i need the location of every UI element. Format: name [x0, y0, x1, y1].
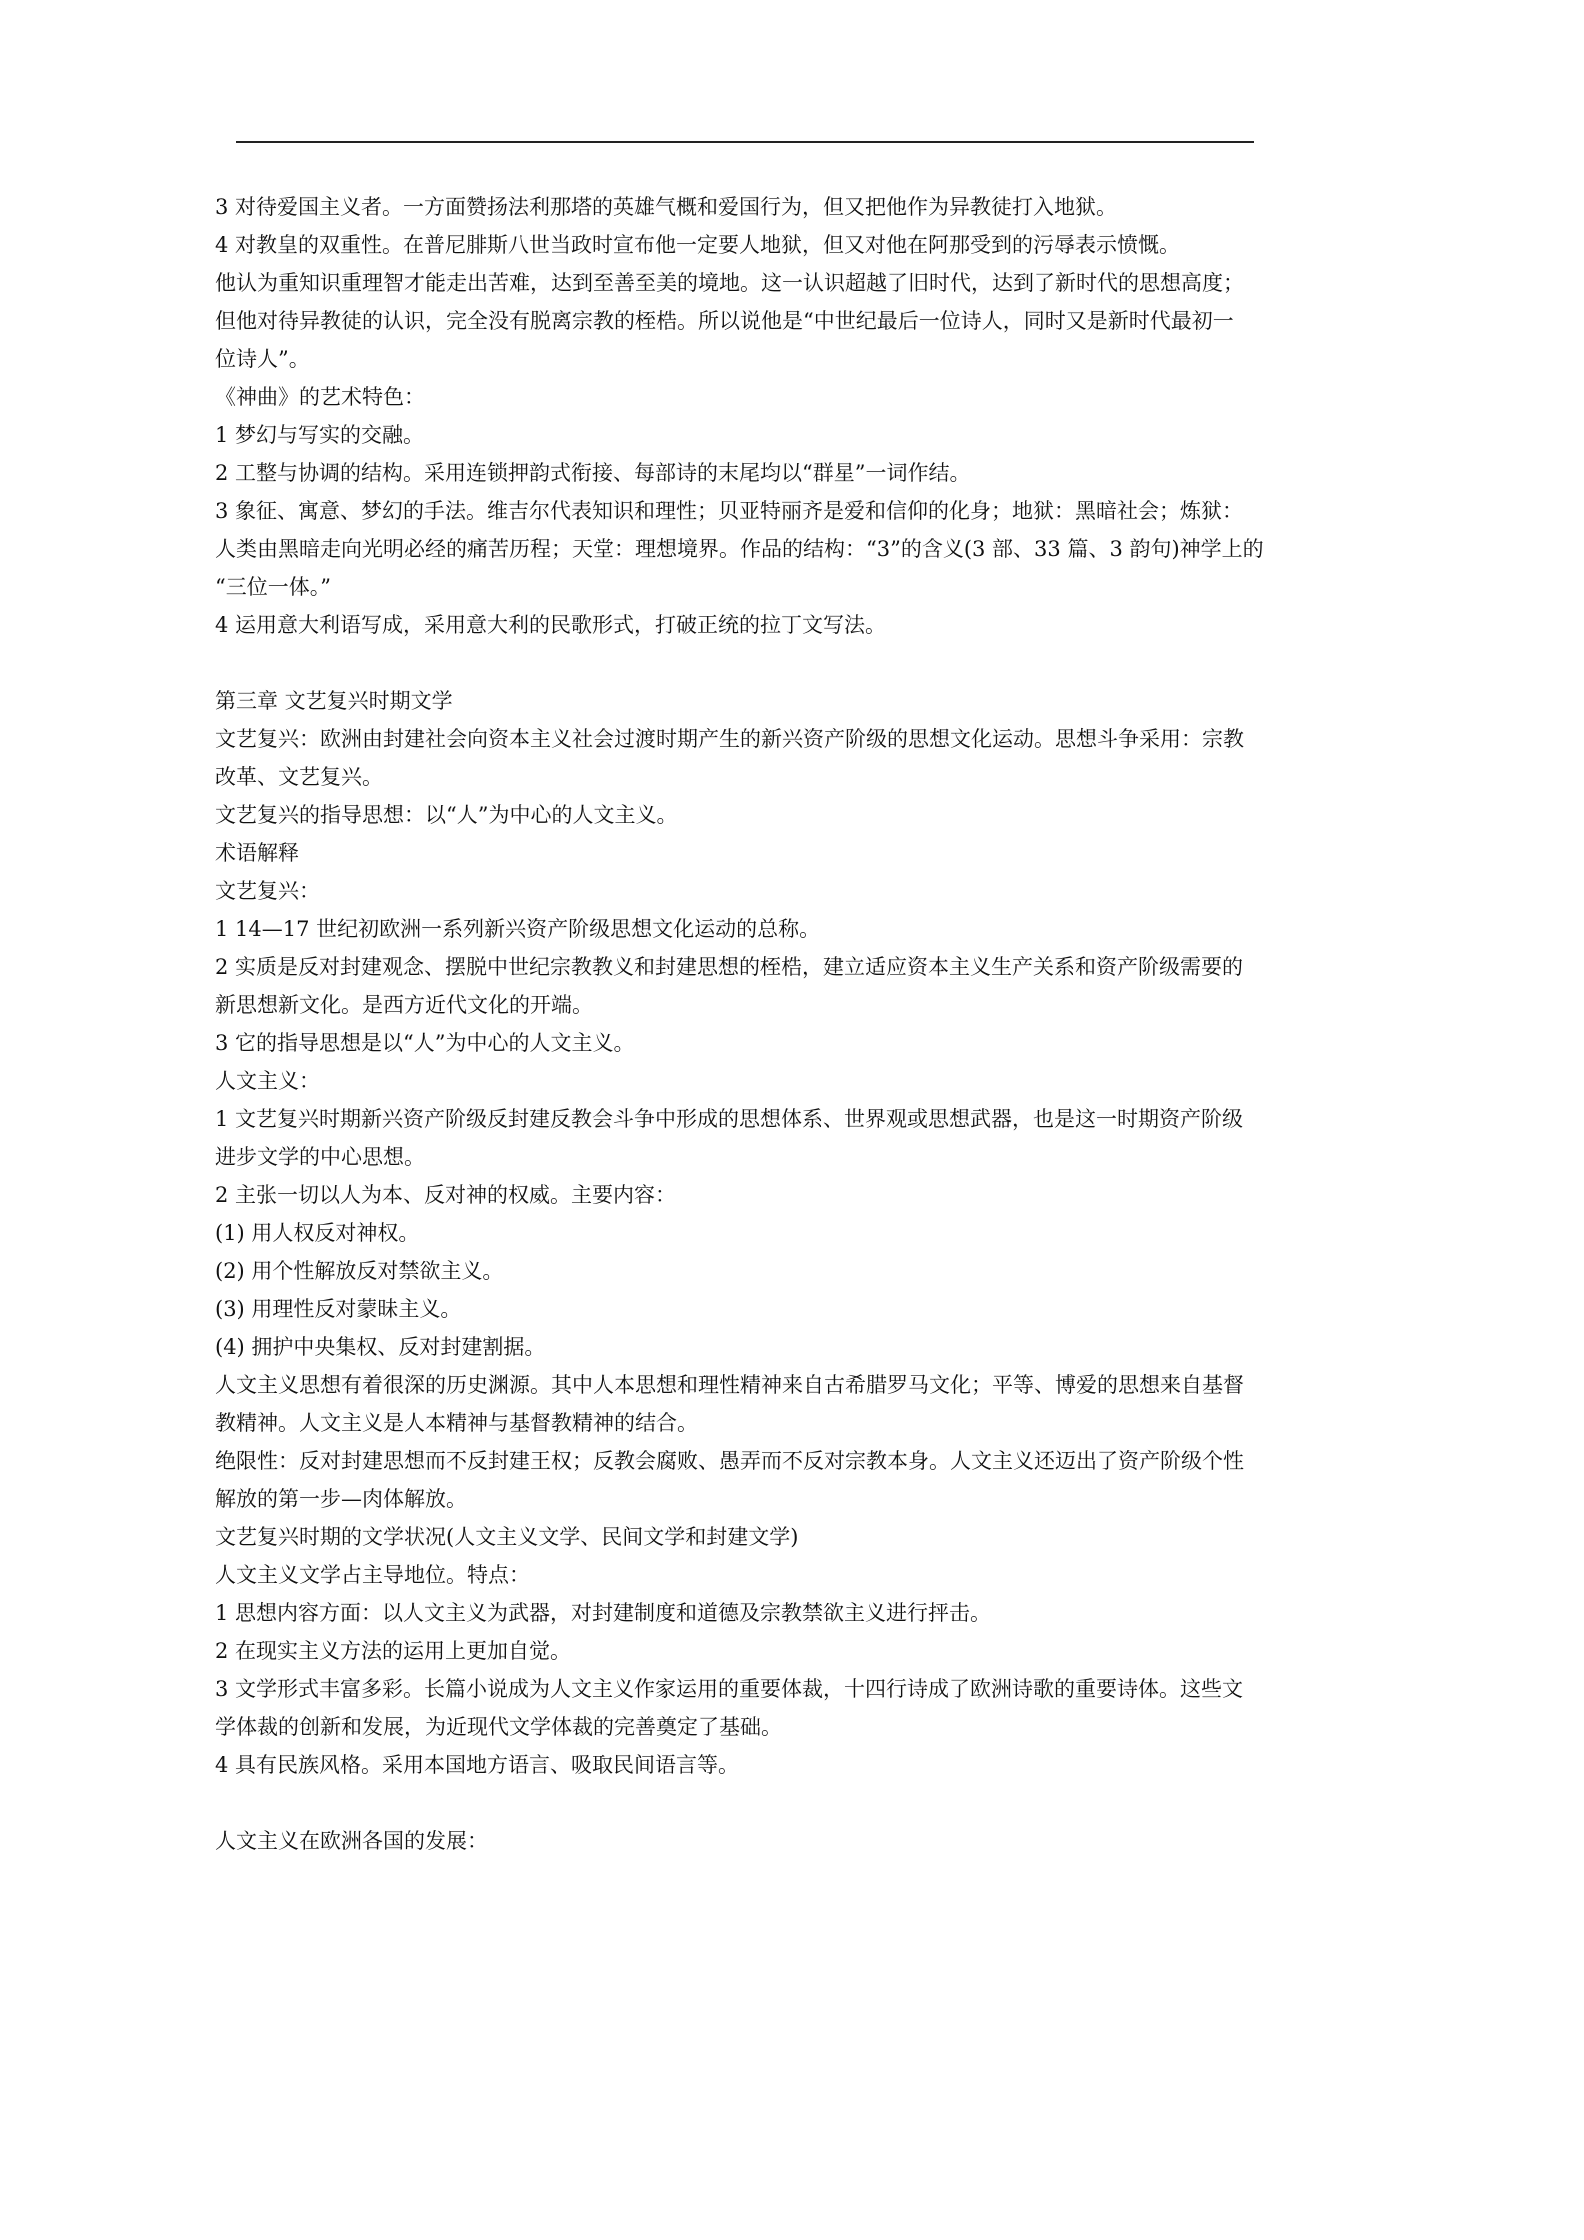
text-line: 4 具有民族风格。采用本国地方语言、吸取民间语言等。 — [215, 1753, 740, 1777]
section-heading: 术语解释 — [215, 841, 299, 865]
text-line: 绝限性：反对封建思想而不反封建王权；反教会腐败、愚弄而不反对宗教本身。人文主义还迈出了资产阶级个性 — [215, 1449, 1244, 1473]
text-line: 文艺复兴时期的文学状况(人文主义文学、民间文学和封建文学) — [215, 1525, 799, 1549]
paragraph-gap — [215, 644, 1405, 682]
text-line: 3 它的指导思想是以“人”为中心的人文主义。 — [215, 1031, 635, 1055]
text-line: 4 运用意大利语写成，采用意大利的民歌形式，打破正统的拉丁文写法。 — [215, 613, 887, 637]
text-line: (1) 用人权反对神权。 — [215, 1221, 420, 1245]
text-line: 1 14—17 世纪初欧洲一系列新兴资产阶级思想文化运动的总称。 — [215, 917, 821, 941]
text-line: 文艺复兴： — [215, 879, 320, 903]
text-line: 1 思想内容方面：以人文主义为武器，对封建制度和道德及宗教禁欲主义进行抨击。 — [215, 1601, 992, 1625]
text-line: (2) 用个性解放反对禁欲主义。 — [215, 1259, 504, 1283]
text-line: 文艺复兴的指导思想：以“人”为中心的人文主义。 — [215, 803, 678, 827]
text-line: 4 对教皇的双重性。在普尼腓斯八世当政时宣布他一定要人地狱，但又对他在阿那受到的污辱表示愤慨。 — [215, 233, 1181, 257]
text-line: 1 文艺复兴时期新兴资产阶级反封建反教会斗争中形成的思想体系、世界观或思想武器，也是这一时期资产阶级 — [215, 1107, 1244, 1131]
text-line: 解放的第一步—肉体解放。 — [215, 1487, 467, 1511]
text-line: 人类由黑暗走向光明必经的痛苦历程；天堂：理想境界。作品的结构：“3”的含义(3 部、33 篇、3 韵句)神学上的 — [215, 537, 1264, 561]
text-line: 改革、文艺复兴。 — [215, 765, 383, 789]
text-line: (3) 用理性反对蒙昧主义。 — [215, 1297, 462, 1321]
text-line: 人文主义文学占主导地位。特点： — [215, 1563, 530, 1587]
paragraph-gap — [215, 1784, 1405, 1822]
text-line: 新思想新文化。是西方近代文化的开端。 — [215, 993, 593, 1017]
text-line: 3 象征、寓意、梦幻的手法。维吉尔代表知识和理性；贝亚特丽齐是爱和信仰的化身；地狱：黑暗社会；炼狱： — [215, 499, 1244, 523]
text-line: 2 主张一切以人为本、反对神的权威。主要内容： — [215, 1183, 677, 1207]
text-line: 1 梦幻与写实的交融。 — [215, 423, 425, 447]
text-line: 位诗人”。 — [215, 347, 310, 371]
text-line: 他认为重知识重理智才能走出苦难，达到至善至美的境地。这一认识超越了旧时代，达到了新时代的思想高度； — [215, 271, 1244, 295]
text-line: 人文主义： — [215, 1069, 320, 1093]
text-line: 进步文学的中心思想。 — [215, 1145, 425, 1169]
text-line: 3 文学形式丰富多彩。长篇小说成为人文主义作家运用的重要体裁，十四行诗成了欧洲诗歌的重要诗体。这些文 — [215, 1677, 1244, 1701]
text-line: 文艺复兴：欧洲由封建社会向资本主义社会过渡时期产生的新兴资产阶级的思想文化运动。思想斗争采用：宗教 — [215, 727, 1244, 751]
section-heading: 《神曲》的艺术特色： — [215, 385, 425, 409]
text-line: 2 实质是反对封建观念、摆脱中世纪宗教教义和封建思想的桎梏，建立适应资本主义生产关系和资产阶级需要的 — [215, 955, 1244, 979]
text-line: 教精神。人文主义是人本精神与基督教精神的结合。 — [215, 1411, 698, 1435]
text-line: (4) 拥护中央集权、反对封建割据。 — [215, 1335, 546, 1359]
text-line: 2 在现实主义方法的运用上更加自觉。 — [215, 1639, 572, 1663]
section-heading: 人文主义在欧洲各国的发展： — [215, 1829, 488, 1853]
chapter-title: 第三章 文艺复兴时期文学 — [215, 689, 453, 713]
text-line: “三位一体。” — [215, 575, 331, 599]
text-line: 人文主义思想有着很深的历史渊源。其中人本思想和理性精神来自古希腊罗马文化；平等、博爱的思想来自基督 — [215, 1373, 1244, 1397]
text-line: 但他对待异教徒的认识，完全没有脱离宗教的桎梏。所以说他是“中世纪最后一位诗人，同时又是新时代最初一 — [215, 309, 1234, 333]
document-body — [215, 188, 1405, 1860]
text-line: 2 工整与协调的结构。采用连锁押韵式衔接、每部诗的末尾均以“群星”一词作结。 — [215, 461, 971, 485]
text-line: 3 对待爱国主义者。一方面赞扬法利那塔的英雄气概和爱国行为，但又把他作为异教徒打入地狱。 — [215, 195, 1118, 219]
header-rule — [236, 141, 1254, 143]
text-line: 学体裁的创新和发展，为近现代文学体裁的完善奠定了基础。 — [215, 1715, 782, 1739]
